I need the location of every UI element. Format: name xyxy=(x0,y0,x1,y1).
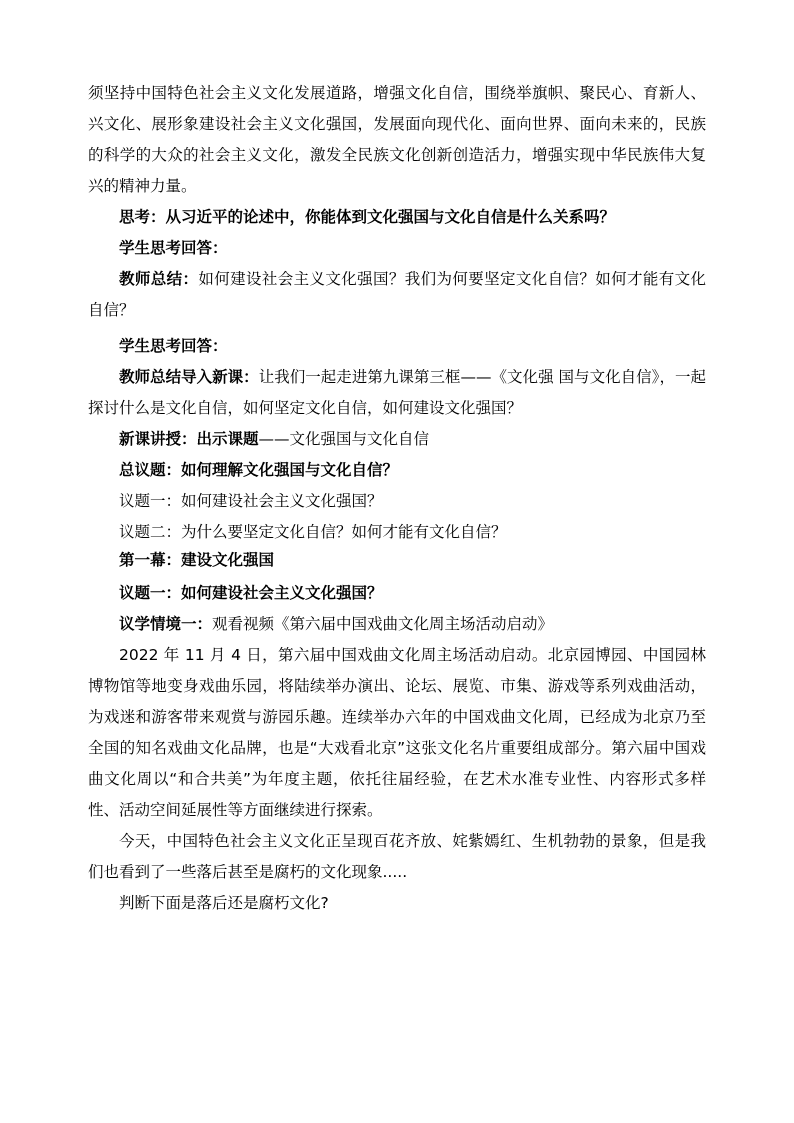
scene-label: 议学情境一： xyxy=(119,615,213,633)
topic-one: 议题一：如何建设社会主义文化强国？ xyxy=(119,492,383,510)
teacher-summary-2 xyxy=(88,362,706,424)
scene-one xyxy=(88,609,706,640)
act-one-heading: 第一幕：建设文化强国 xyxy=(119,551,275,569)
paragraph-today: 今天，中国特色社会主义文化正呈现百花齐放、姹紫嫣红、生机勃勃的景象，但是我们也看到了一些落后甚至是腐朽的文化现象..... xyxy=(88,832,706,881)
teacher-intro-label: 教师总结导入新课： xyxy=(119,368,259,386)
teacher-summary-1 xyxy=(88,264,706,326)
teacher-intro-text: 让我们一起走进第九课第三框——《文化强 国与文化自信》，一起探讨什么是文化自信，如何坚定文化自信，如何建设文化强国？ xyxy=(88,368,706,417)
new-lesson-label: 新课讲授：出示课题 xyxy=(119,430,259,448)
paragraph-opera-week: 2022 年 11 月 4 日，第六届中国戏曲文化周主场活动启动。北京园博园、中国园林博物馆等地变身戏曲乐园，将陆续举办演出、论坛、展览、市集、游戏等系列戏曲活动，为戏迷和游客带来观赏与游园乐趣。连续举办六年的中国戏曲文化周，已经成为北京乃至全国的知名戏曲文化品牌，也是“大戏看北京”这张文化名片重要组成部分。第六届中国戏曲文化周以“和合共美”为年度主题，依托往届经验，在艺术水准专业性、内容形式多样性、活动空间延展性等方面继续进行探索。 xyxy=(88,646,706,819)
new-lesson-text: ——文化强国与文化自信 xyxy=(258,430,430,448)
paragraph-intro: 须坚持中国特色社会主义文化发展道路，增强文化自信，围绕举旗帜、聚民心、育新人、兴文化、展形象建设社会主义文化强国，发展面向现代化、面向世界、面向未来的，民族的科学的大众的社会主义文化，激发全民族文化创新创造活力，增强实现中华民族伟大复兴的精神力量。 xyxy=(88,84,706,195)
topic-one-heading: 议题一：如何建设社会主义文化强国？ xyxy=(119,584,383,602)
teacher-summary-label: 教师总结： xyxy=(119,270,199,288)
think-question: 思考：从习近平的论述中，你能体到文化强国与文化自信是什么关系吗？ xyxy=(119,208,616,226)
paragraph-judge: 判断下面是落后还是腐朽文化? xyxy=(119,894,329,912)
topic-two: 议题二：为什么要坚定文化自信？如何才能有文化自信？ xyxy=(119,523,507,541)
teacher-summary-text: 如何建设社会主义文化强国？我们为何要坚定文化自信？如何才能有文化自信？ xyxy=(88,270,706,319)
document-page xyxy=(88,78,706,919)
new-lesson xyxy=(88,424,706,455)
student-answer-1: 学生思考回答： xyxy=(119,239,228,257)
main-topic: 总议题：如何理解文化强国与文化自信？ xyxy=(119,461,399,479)
student-answer-2: 学生思考回答： xyxy=(119,337,228,355)
scene-text: 观看视频《第六届中国戏曲文化周主场活动启动》 xyxy=(212,615,554,633)
